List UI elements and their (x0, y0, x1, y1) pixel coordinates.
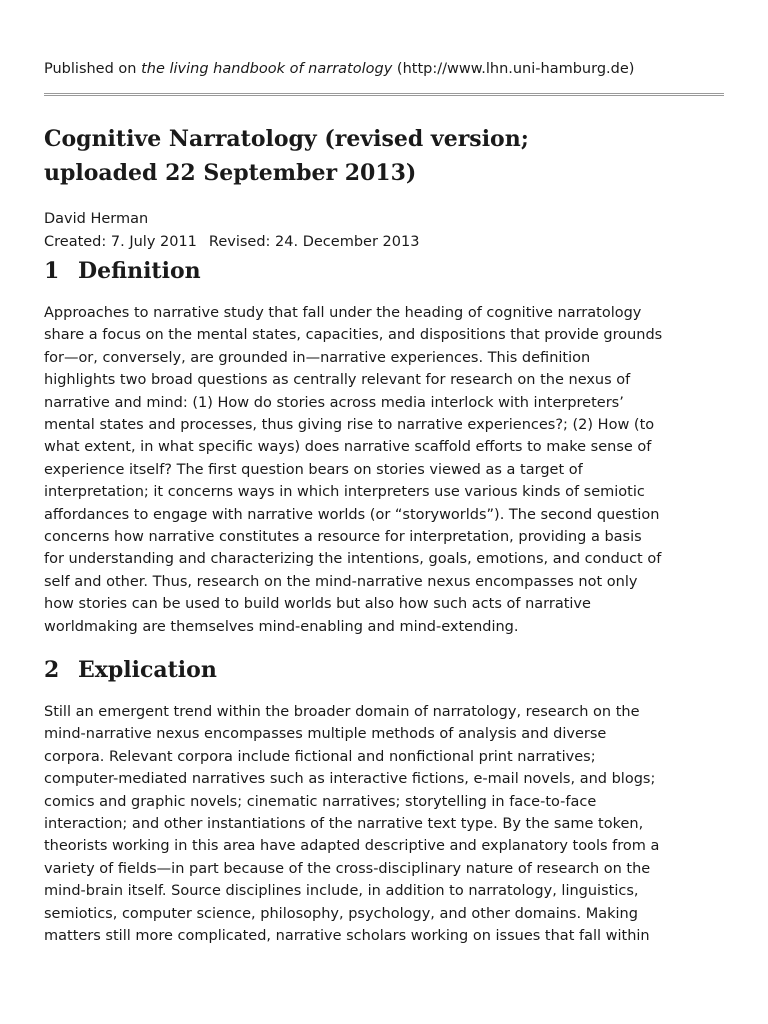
text-line: what extent, in what specific ways) does narrative scaffold efforts to make sense of (44, 439, 652, 456)
text-line: concerns how narrative constitutes a resource for interpretation, providing a basis (44, 529, 642, 546)
site-name-link[interactable]: the living handbook of narratology (141, 61, 393, 77)
revised-date: Revised: 24. December 2013 (208, 234, 420, 250)
text-line: mind-narrative nexus encompasses multiple methods of analysis and diverse (44, 726, 607, 743)
explication-paragraph (44, 701, 724, 947)
definition-paragraph (44, 302, 724, 638)
title-line: Cognitive Narratology (revised version; (44, 126, 529, 152)
text-line: mind-brain itself. Source disciplines include, in addition to narratology, linguistics, (44, 883, 639, 900)
text-line: worldmaking are themselves mind-enabling and mind-extending. (44, 618, 519, 635)
text-line: variety of fields—in part because of the cross-disciplinary nature of research on the (44, 860, 651, 877)
section-title: Explication (78, 657, 217, 683)
text-line: affordances to engage with narrative worlds (or “storyworlds”). The second question (44, 506, 660, 523)
text-line: theorists working in this area have adapted descriptive and explanatory tools from a (44, 838, 660, 855)
text-line: for understanding and characterizing the intentions, goals, emotions, and conduct of (44, 551, 662, 568)
text-line: computer-mediated narratives such as interactive fictions, e-mail novels, and blogs; (44, 771, 656, 788)
title-line: uploaded 22 September 2013) (44, 160, 417, 186)
text-line: interpretation; it concerns ways in which interpreters use various kinds of semiotic (44, 484, 645, 501)
text-line: narrative and mind: (1) How do stories across media interlock with interpreters’ (44, 394, 624, 411)
text-line: Approaches to narrative study that fall under the heading of cognitive narratology (44, 305, 642, 321)
text-line: matters still more complicated, narrative scholars working on issues that fall within (44, 928, 650, 945)
header-prefix: Published on (44, 61, 142, 77)
text-line: for—or, conversely, are grounded in—narrative experiences. This definition (44, 349, 591, 366)
text-line: how stories can be used to build worlds but also how such acts of narrative (44, 596, 591, 613)
section-heading-definition (44, 256, 201, 286)
text-line: highlights two broad questions as centrally relevant for research on the nexus of (44, 372, 631, 389)
text-line: corpora. Relevant corpora include fictional and nonfictional print narratives; (44, 748, 596, 765)
document-title (44, 122, 724, 190)
text-line: semiotics, computer science, philosophy, psychology, and other domains. Making (44, 905, 638, 922)
created-date: Created: 7. July 2011 (44, 234, 197, 250)
header-divider (44, 93, 724, 96)
section-number: 2 (44, 657, 60, 683)
text-line: self and other. Thus, research on the mind-narrative nexus encompasses not only (44, 573, 638, 590)
text-line: Still an emergent trend within the broader domain of narratology, research on the (44, 704, 640, 720)
publication-header (44, 59, 634, 79)
section-number: 1 (44, 258, 60, 284)
section-title: Definition (78, 258, 201, 284)
site-url[interactable]: (http://www.lhn.uni-hamburg.de) (392, 61, 635, 77)
document-dates (44, 232, 419, 252)
text-line: experience itself? The first question bears on stories viewed as a target of (44, 461, 583, 478)
text-line: comics and graphic novels; cinematic narratives; storytelling in face-to-face (44, 793, 597, 810)
text-line: share a focus on the mental states, capacities, and dispositions that provide grounds (44, 327, 663, 344)
author-name: David Herman (44, 211, 149, 227)
section-heading-explication (44, 655, 217, 685)
text-line: mental states and processes, thus giving rise to narrative experiences?; (2) How (to (44, 417, 655, 434)
text-line: interaction; and other instantiations of the narrative text type. By the same token, (44, 816, 644, 833)
